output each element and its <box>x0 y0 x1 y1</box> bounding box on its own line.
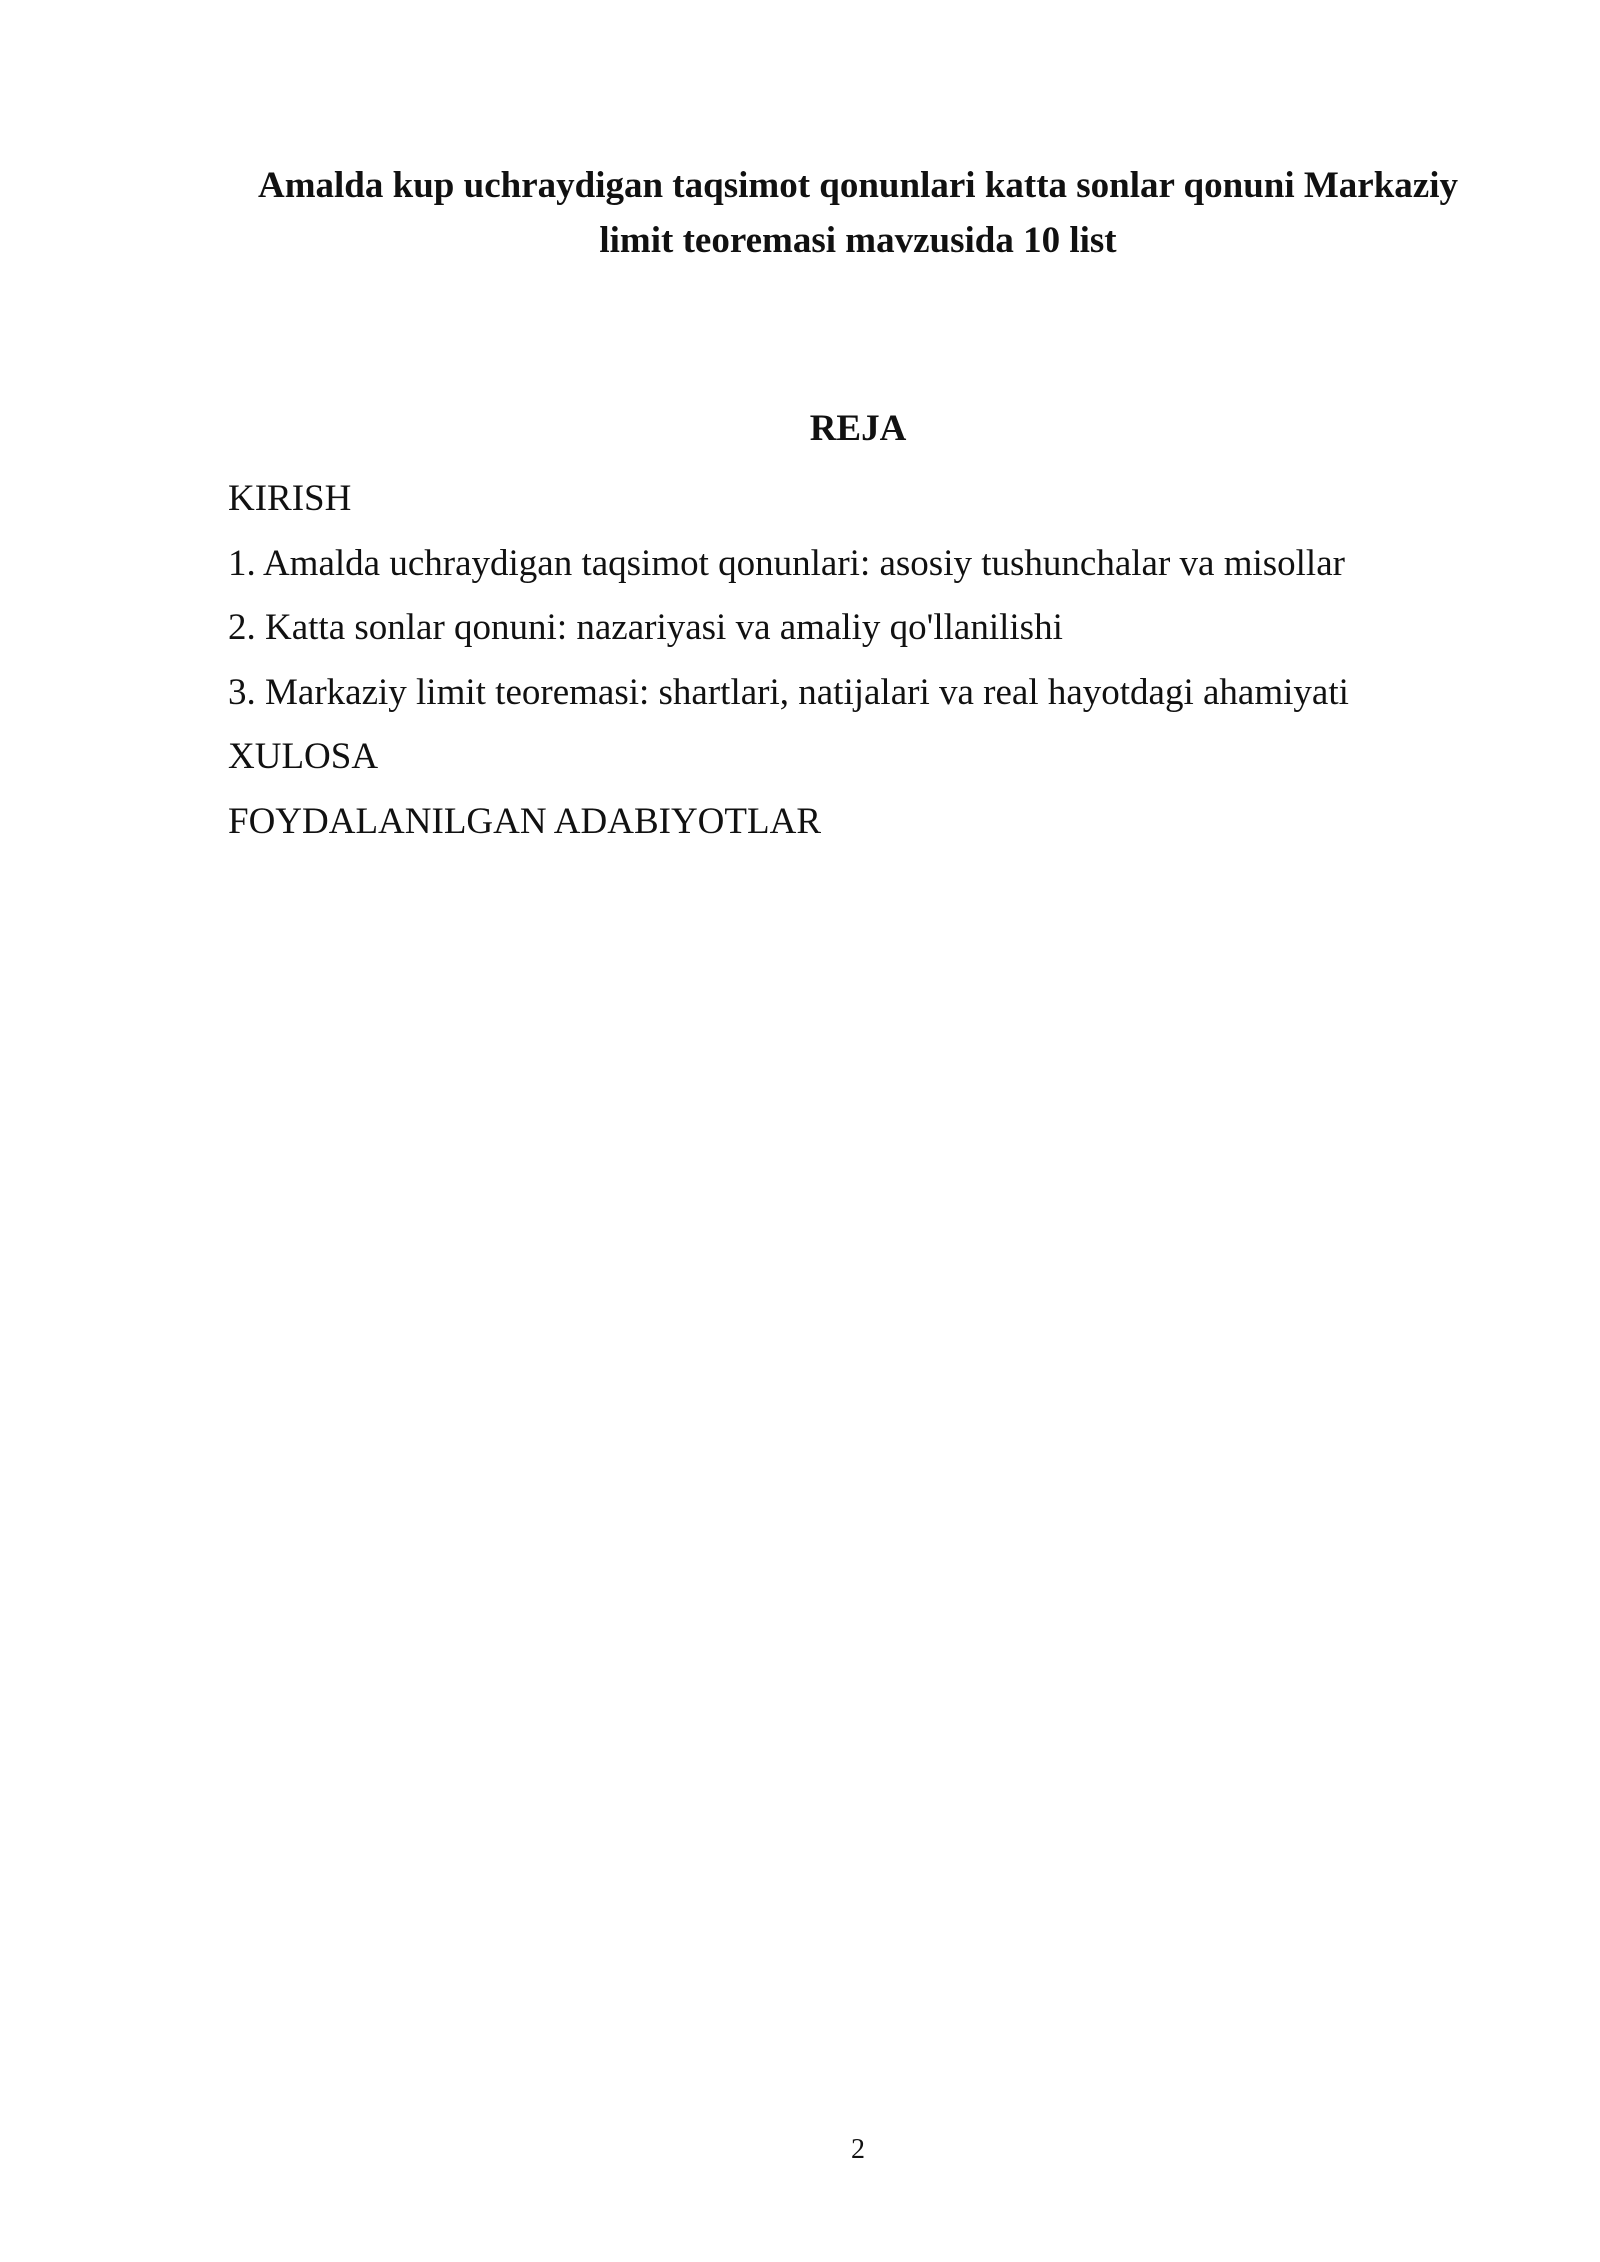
plan-item-introduction: KIRISH <box>228 478 352 519</box>
plan-list <box>228 474 1488 862</box>
plan-heading: REJA <box>809 408 907 449</box>
document-title <box>228 158 1488 268</box>
plan-item-2: 2. Katta sonlar qonuni: nazariyasi va amaliy qo'llanilishi <box>228 607 1063 649</box>
page-number: 2 <box>851 2134 865 2165</box>
plan-item-references: FOYDALANILGAN ADABIYOTLAR <box>228 800 821 842</box>
document-title-line-2: limit teoremasi mavzusida 10 list <box>599 220 1117 261</box>
plan-item-3: 3. Markaziy limit teoremasi: shartlari, natijalari va real hayotdagi ahamiyati <box>228 671 1349 713</box>
plan-item-1: 1. Amalda uchraydigan taqsimot qonunlari: asosiy tushunchalar va misollar <box>228 542 1345 584</box>
plan-item-conclusion: XULOSA <box>228 736 379 778</box>
document-title-line-1: Amalda kup uchraydigan taqsimot qonunlari katta sonlar qonuni Markaziy <box>257 165 1459 206</box>
